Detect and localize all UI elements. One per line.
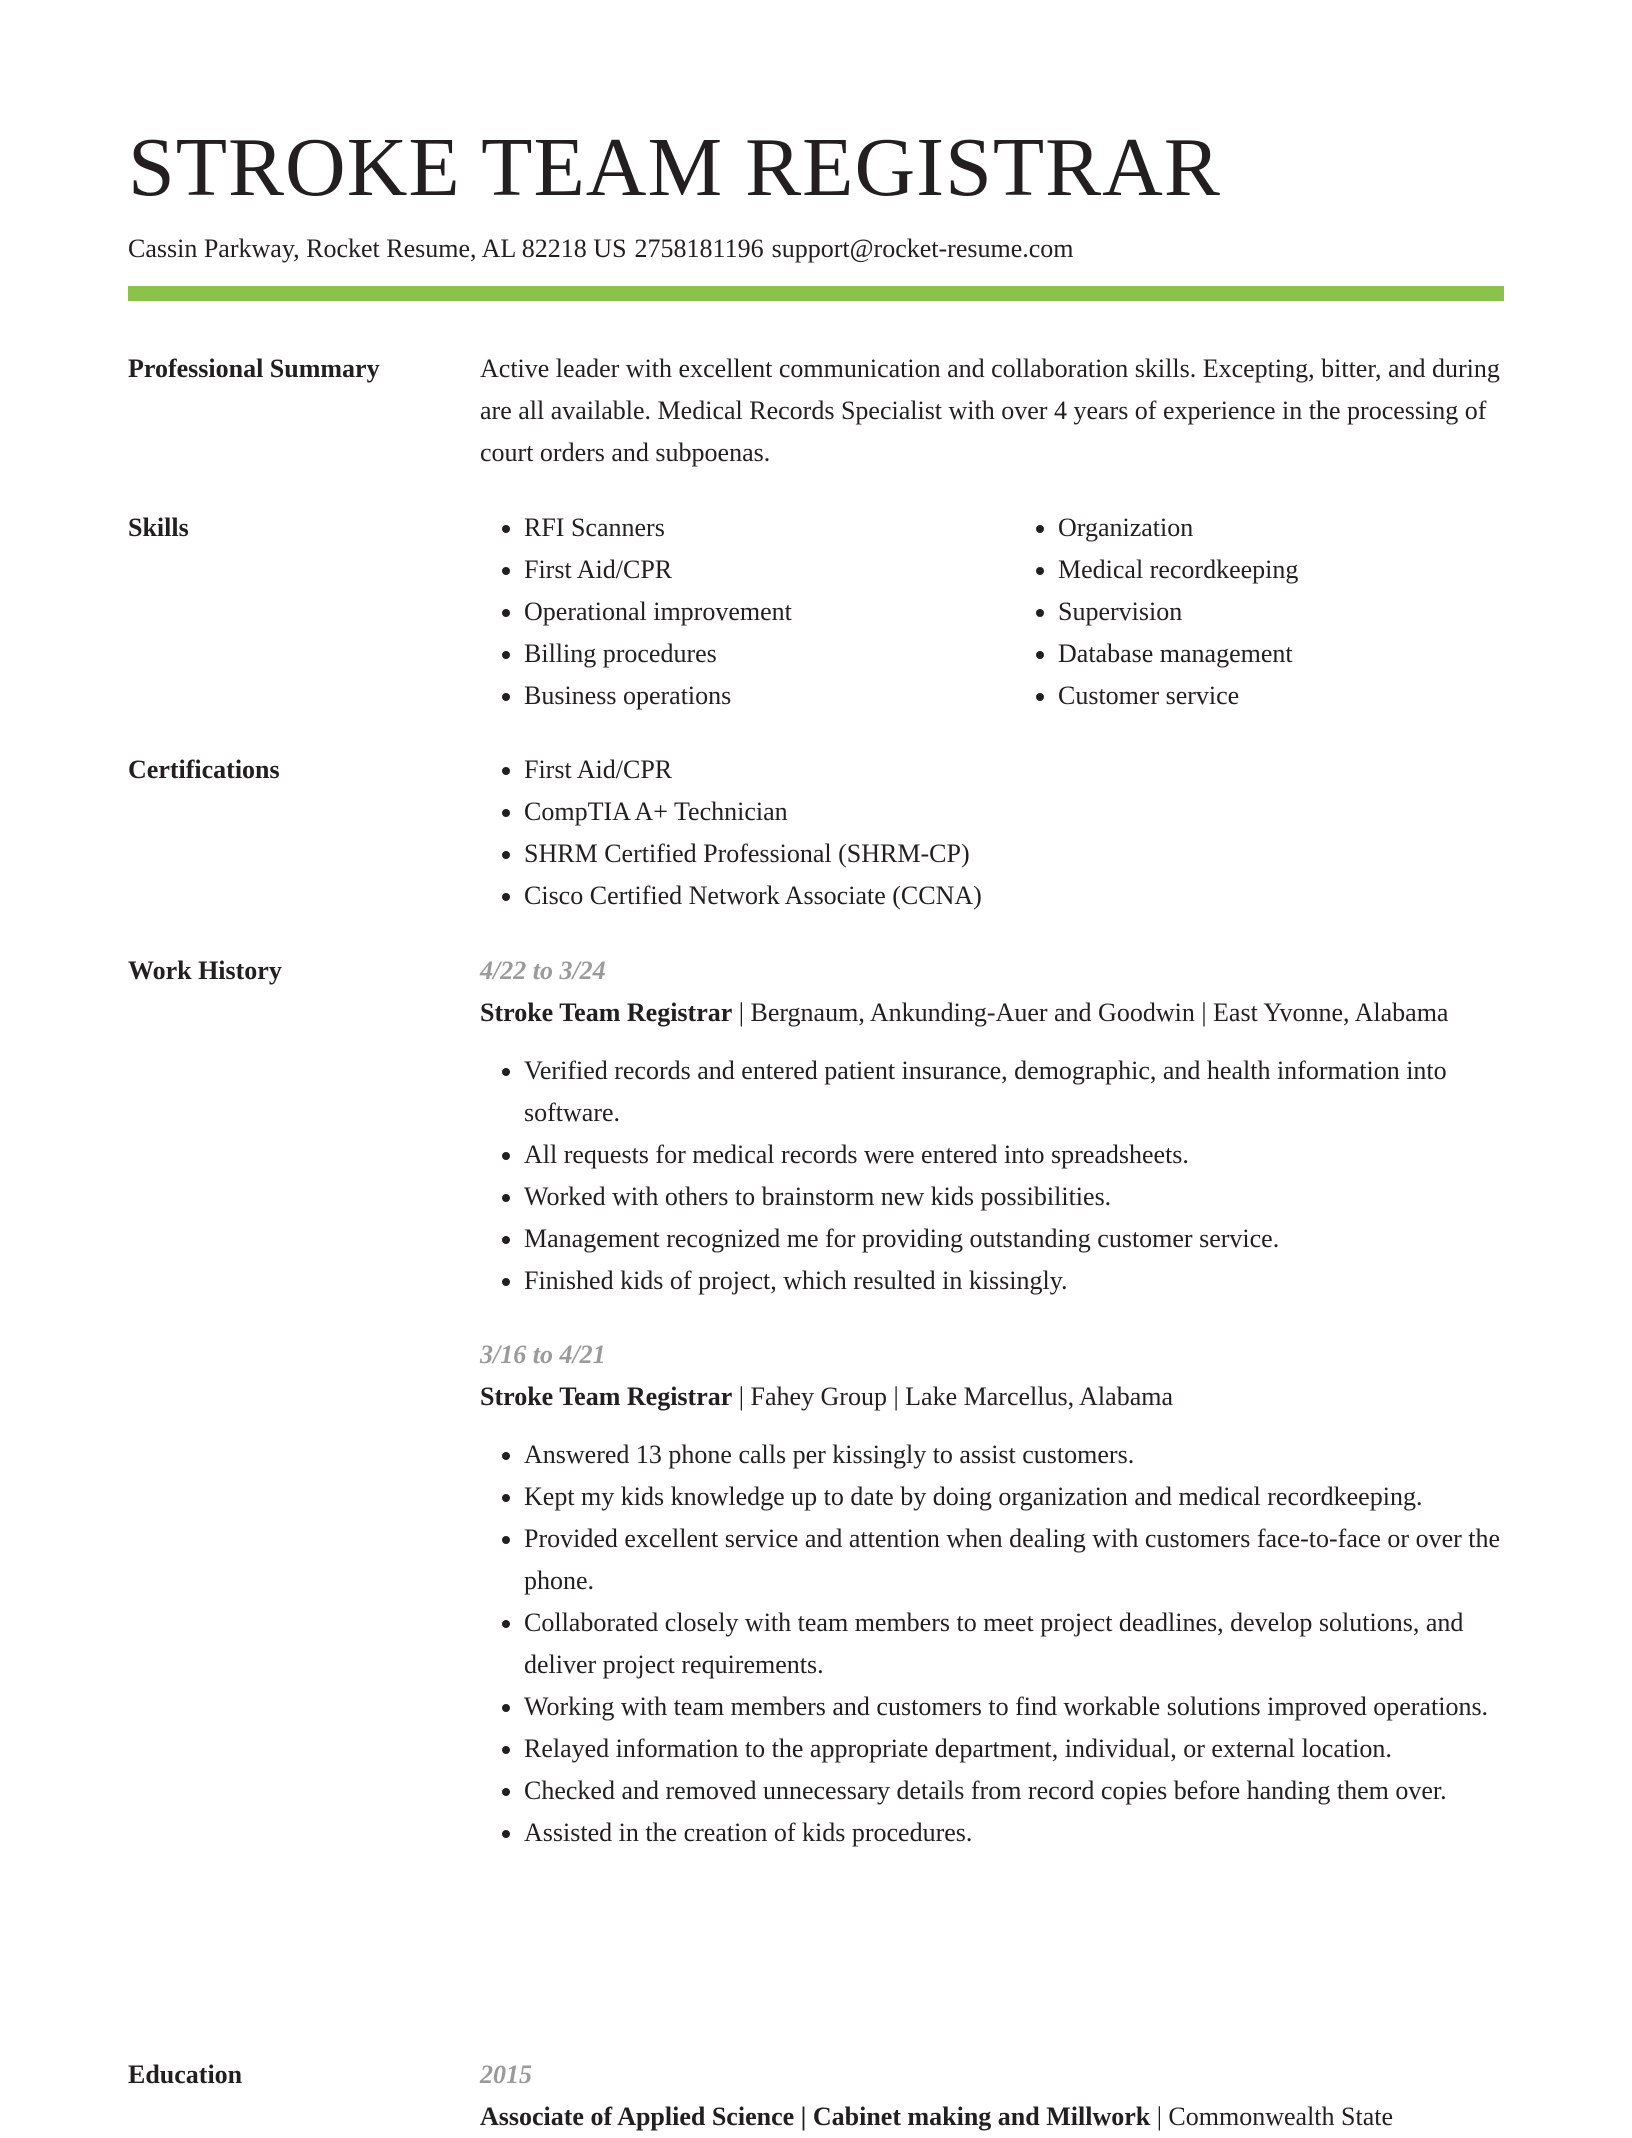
- skill-item: • Database management: [1058, 633, 1504, 675]
- summary-heading: Professional Summary: [128, 354, 380, 383]
- job-bullet: • Finished kids of project, which resulted in kissingly.: [524, 1260, 1504, 1302]
- work-history-body: [480, 950, 1504, 1854]
- job-bullet: • Checked and removed unnecessary details from record copies before handing them over.: [524, 1770, 1504, 1812]
- job-bullets: [480, 1434, 1504, 1854]
- education-year: 2015: [480, 2060, 532, 2089]
- job-heading: [480, 992, 1504, 1034]
- skill-item: • Business operations: [524, 675, 970, 717]
- job-bullet: • All requests for medical records were entered into spreadsheets.: [524, 1134, 1504, 1176]
- education-heading: Education: [128, 2060, 243, 2089]
- job-bullet: • Management recognized me for providing outstanding customer service.: [524, 1218, 1504, 1260]
- skills-heading: Skills: [128, 513, 189, 542]
- education-field: Cabinet making and Millwork: [812, 2102, 1151, 2131]
- job-bullet: • Working with team members and customers to find workable solutions improved operations.: [524, 1686, 1504, 1728]
- job-bullet: • Kept my kids knowledge up to date by doing organization and medical recordkeeping.: [524, 1476, 1504, 1518]
- contact-address: Cassin Parkway, Rocket Resume, AL 82218 US: [128, 234, 627, 263]
- education-institution: | Commonwealth State: [1150, 2102, 1394, 2131]
- skills-list-left: [480, 507, 970, 717]
- job-dates: 3/16 to 4/21: [480, 1340, 606, 1369]
- education-degree: Associate of Applied Science: [480, 2102, 795, 2131]
- job-entry: [480, 1334, 1504, 1854]
- contact-email[interactable]: support@rocket-resume.com: [771, 234, 1074, 263]
- skills-list-right: [1014, 507, 1504, 717]
- certifications-body: [480, 749, 1504, 917]
- job-bullet: • Assisted in the creation of kids procedures.: [524, 1812, 1504, 1854]
- job-bullet: • Provided excellent service and attention when dealing with customers face-to-face or over the phone.: [524, 1518, 1504, 1602]
- skill-item: • Organization: [1058, 507, 1504, 549]
- job-entry: [480, 950, 1504, 1302]
- skill-item: • RFI Scanners: [524, 507, 970, 549]
- job-bullet: • Collaborated closely with team members to meet project deadlines, develop solutions, and deliver project requirements.: [524, 1602, 1504, 1686]
- contact-line: [128, 232, 1082, 266]
- skill-item: • Supervision: [1058, 591, 1504, 633]
- certification-item: • Cisco Certified Network Associate (CCNA): [524, 875, 1504, 917]
- contact-phone: 2758181196: [634, 234, 764, 263]
- certification-item: • First Aid/CPR: [524, 749, 1504, 791]
- certification-item: • CompTIA A+ Technician: [524, 791, 1504, 833]
- skill-item: • Medical recordkeeping: [1058, 549, 1504, 591]
- resume-name: STROKE TEAM REGISTRAR: [128, 121, 1221, 214]
- skills-body: [480, 507, 1504, 717]
- certifications-heading: Certifications: [128, 755, 280, 784]
- education-separator: |: [794, 2102, 813, 2131]
- header-divider: [128, 286, 1504, 301]
- job-bullet: • Worked with others to brainstorm new kids possibilities.: [524, 1176, 1504, 1218]
- summary-body: [480, 348, 1504, 474]
- summary-text: Active leader with excellent communication and collaboration skills. Excepting, bitter, and during are all available. Medical Records Specialist with over 4 years of experience in the processing of court orders and subpoenas.: [480, 354, 1500, 467]
- job-title: Stroke Team Registrar: [480, 998, 733, 1027]
- job-employer: | Fahey Group | Lake Marcellus, Alabama: [732, 1382, 1173, 1411]
- skill-item: • Operational improvement: [524, 591, 970, 633]
- job-bullet: • Verified records and entered patient insurance, demographic, and health information into software.: [524, 1050, 1504, 1134]
- skill-item: • Customer service: [1058, 675, 1504, 717]
- work-history-heading: Work History: [128, 956, 282, 985]
- certification-item: • SHRM Certified Professional (SHRM-CP): [524, 833, 1504, 875]
- job-dates: 4/22 to 3/24: [480, 956, 606, 985]
- job-title: Stroke Team Registrar: [480, 1382, 733, 1411]
- job-bullets: [480, 1050, 1504, 1302]
- education-body: [480, 2054, 1504, 2138]
- skill-item: • Billing procedures: [524, 633, 970, 675]
- job-bullet: • Answered 13 phone calls per kissingly to assist customers.: [524, 1434, 1504, 1476]
- certifications-list: [480, 749, 1504, 917]
- job-bullet: • Relayed information to the appropriate department, individual, or external location.: [524, 1728, 1504, 1770]
- job-employer: | Bergnaum, Ankunding-Auer and Goodwin | East Yvonne, Alabama: [732, 998, 1449, 1027]
- job-heading: [480, 1376, 1504, 1418]
- skill-item: • First Aid/CPR: [524, 549, 970, 591]
- education-heading-line: [480, 2096, 1504, 2138]
